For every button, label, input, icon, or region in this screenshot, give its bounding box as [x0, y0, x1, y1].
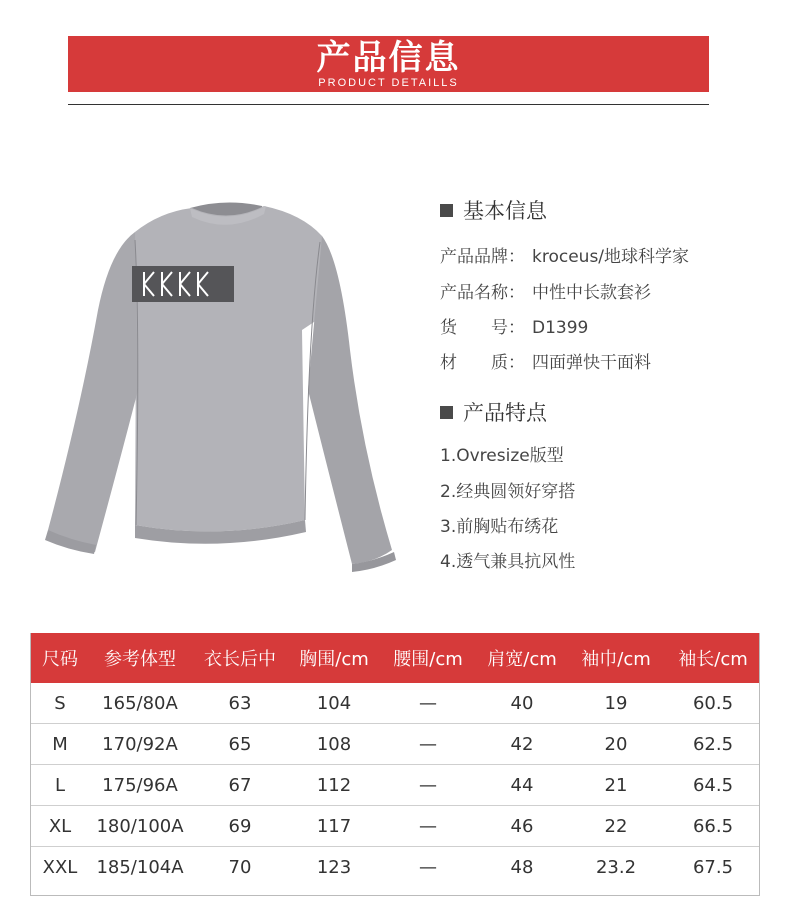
feature-item: 3.前胸贴布绣花 [440, 517, 559, 537]
column-header: 腰围/cm [378, 633, 478, 683]
column-header: 袖巾/cm [566, 633, 666, 683]
info-row-sku: 货 号： D1399 [440, 318, 589, 338]
column-header: 胸围/cm [290, 633, 378, 683]
table-cell: 40 [510, 692, 534, 714]
table-cell: 165/80A [102, 692, 178, 714]
table-cell: 19 [604, 692, 628, 714]
table-cell: 60.5 [692, 692, 734, 714]
table-cell: 70 [190, 847, 290, 888]
table-cell: 20 [566, 724, 666, 765]
page-subtitle: PRODUCT DETAILLS [318, 77, 459, 89]
table-cell: XXL [30, 847, 90, 888]
table-cell: 117 [290, 806, 378, 847]
table-cell: — [378, 847, 478, 888]
table-cell: — [378, 724, 478, 765]
feature-item: 2.经典圆领好穿搭 [440, 482, 576, 502]
table-cell: 44 [478, 765, 566, 806]
square-bullet-icon [440, 406, 453, 419]
table-cell: L [30, 765, 90, 806]
table-row [30, 847, 760, 888]
page-title: 产品信息 [316, 38, 461, 78]
features-heading: 产品特点 [440, 400, 547, 426]
table-cell: 170/92A [90, 724, 190, 765]
table-cell: 21 [566, 765, 666, 806]
table-cell: 123 [290, 847, 378, 888]
table-cell: 67 [190, 765, 290, 806]
header-divider [68, 104, 709, 105]
table-cell: 108 [290, 724, 378, 765]
size-table-header-row [30, 633, 760, 683]
table-cell: 66.5 [666, 806, 760, 847]
table-cell: 67.5 [666, 847, 760, 888]
size-chart-table [30, 633, 760, 887]
basic-info-heading: 基本信息 [440, 198, 547, 224]
table-cell: 112 [290, 765, 378, 806]
column-header: 衣长后中 [190, 633, 290, 683]
table-cell: 42 [478, 724, 566, 765]
table-cell: — [378, 806, 478, 847]
square-bullet-icon [440, 204, 453, 217]
table-cell: 23.2 [566, 847, 666, 888]
table-row [30, 765, 760, 806]
table-cell: 64.5 [666, 765, 760, 806]
table-cell: S [54, 692, 66, 714]
table-cell: 46 [478, 806, 566, 847]
info-row-name: 产品名称： 中性中长款套衫 [440, 283, 651, 303]
product-image [40, 190, 405, 580]
table-cell: 185/104A [90, 847, 190, 888]
table-row [30, 683, 760, 724]
column-header: 尺码 [30, 633, 90, 683]
feature-item: 4.透气兼具抗风性 [440, 552, 576, 572]
sweatshirt-illustration [40, 190, 405, 580]
table-cell: 65 [190, 724, 290, 765]
table-cell: 48 [478, 847, 566, 888]
feature-item: 1.Ovresize版型 [440, 446, 564, 466]
table-cell: XL [30, 806, 90, 847]
table-cell: 22 [566, 806, 666, 847]
table-cell: 63 [228, 692, 252, 714]
table-cell: 104 [316, 692, 352, 714]
table-cell: 62.5 [666, 724, 760, 765]
table-cell: — [378, 765, 478, 806]
column-header: 肩宽/cm [478, 633, 566, 683]
table-cell: 69 [190, 806, 290, 847]
table-cell: M [30, 724, 90, 765]
table-row [30, 724, 760, 765]
table-cell: — [419, 692, 437, 714]
table-cell: 175/96A [90, 765, 190, 806]
column-header: 袖长/cm [666, 633, 760, 683]
info-row-material: 材 质： 四面弹快干面料 [440, 353, 651, 373]
table-row [30, 806, 760, 847]
column-header: 参考体型 [90, 633, 190, 683]
table-cell: 180/100A [90, 806, 190, 847]
info-row-brand: 产品品牌： kroceus/地球科学家 [440, 247, 690, 267]
title-banner [68, 36, 709, 92]
